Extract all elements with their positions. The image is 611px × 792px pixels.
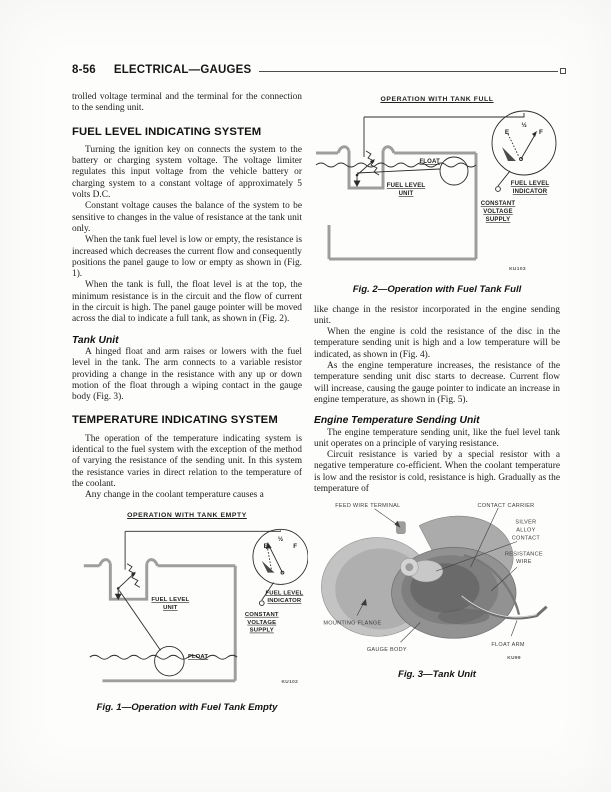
section-heading-temperature: TEMPERATURE INDICATING SYSTEM bbox=[72, 414, 278, 427]
paragraph: Circuit resistance is varied by a special resistor with a negative temperature co-efficient. When the coolant temperature is low and the resistor is cold, resistance is high. Gradually as the temperature of bbox=[314, 450, 560, 495]
fig2-label-indicator2: INDICATOR bbox=[512, 189, 548, 196]
subheading-engine-sending-unit: Engine Temperature Sending Unit bbox=[314, 415, 480, 427]
fig3-label-silver2: ALLOY bbox=[516, 527, 536, 534]
fig2-label-supply: CONSTANT bbox=[480, 201, 516, 208]
fig2-fuel-level-wave bbox=[316, 163, 476, 167]
paragraph: When the engine is cold the resistance of the disc in the temperature sending unit is high and a low temperature will be indicated, as shown in (Fig. 4). bbox=[314, 327, 560, 360]
paragraph: like change in the resistor incorporated in the engine sending unit. bbox=[314, 304, 560, 326]
paragraph: The engine temperature sending unit, like the fuel level tank unit operates on a principle of varying resistance. bbox=[314, 427, 560, 449]
fig1-label-supply: CONSTANT bbox=[244, 611, 279, 618]
paragraph: A hinged float and arm raises or lowers with the fuel level in the tank. The arm connects to a variable resistor providing a change in the resistance with any up or down motion of the float through a wiping contact in the gauge body (Fig. 3). bbox=[72, 346, 302, 403]
fig1-float bbox=[155, 646, 185, 676]
fig2-tank-outline bbox=[316, 147, 476, 259]
fig1-dial-wedge bbox=[262, 561, 275, 573]
section-heading-fuel: FUEL LEVEL INDICATING SYSTEM bbox=[72, 125, 262, 138]
fig2-label-float: FLOAT bbox=[419, 159, 440, 166]
fig2-dial-wedge bbox=[502, 147, 516, 161]
fig2-dial-letter-e: E bbox=[504, 129, 510, 137]
subheading-tank-unit: Tank Unit bbox=[72, 334, 119, 346]
figure-3-photo bbox=[314, 498, 558, 664]
fig1-dial-letter-half: ½ bbox=[277, 535, 284, 543]
paragraph: As the engine temperature increases, the resistance of the temperature sending unit disc starts to decrease. Current flow will increase, causing the gauge pointer to indicate an increase in engine temperature, as shown in (Fig. 5). bbox=[314, 361, 560, 405]
figure-2 bbox=[314, 94, 560, 296]
fig3-label-silver3: CONTACT bbox=[511, 535, 541, 542]
header-rule bbox=[259, 71, 558, 72]
left-column bbox=[72, 92, 302, 713]
fig1-needle bbox=[269, 545, 283, 573]
paragraph: Any change in the coolant temperature causes a bbox=[85, 490, 264, 501]
fig1-label-supply3: SUPPLY bbox=[249, 627, 274, 634]
fig3-label-contact-carrier: CONTACT CARRIER bbox=[477, 503, 535, 510]
paragraph: When the tank is full, the float level is at the top, the minimum resistance is in the circuit and the flow of current in the circuit is high. The panel gauge pointer will be moved across the dial to indicate a full tank, as shown in (Fig. 2). bbox=[72, 280, 302, 325]
paragraph: trolled voltage terminal and the terminal for the connection to the sending unit. bbox=[72, 92, 302, 114]
fig3-label-resistance-wire: RESISTANCE bbox=[505, 551, 543, 558]
fig1-arrowheads bbox=[115, 542, 272, 600]
fig2-label-supply2: VOLTAGE bbox=[483, 209, 513, 216]
fig1-label-indicator: FUEL LEVEL bbox=[265, 590, 304, 597]
fig1-dial-letter-e: E bbox=[263, 542, 268, 550]
paragraph: When the tank fuel level is low or empty, the resistance is increased which decreases the current flow and consequently positions the panel gauge to low or empty as shown in (Fig. 1). bbox=[72, 235, 302, 280]
fig2-photo-code: KU103 bbox=[509, 267, 526, 273]
figure-3 bbox=[314, 498, 560, 680]
figure-1-schematic bbox=[72, 523, 308, 697]
fig2-label-unit: UNIT bbox=[398, 191, 414, 198]
fig1-tank-outline bbox=[84, 559, 235, 680]
page-title: ELECTRICAL—GAUGES bbox=[113, 64, 252, 76]
figure-1-caption: Fig. 1—Operation with Fuel Tank Empty bbox=[96, 701, 278, 713]
fig3-photo-code: KU99 bbox=[507, 656, 521, 662]
fig2-circuit-lines bbox=[316, 111, 556, 191]
paragraph: Constant voltage causes the balance of the system to be sensitive to changes in the value of resistance at the tank unit only. bbox=[72, 201, 302, 234]
paragraph: Turning the ignition key on connects the system to the battery or charging system voltage. The voltage limiter regulates this input voltage from the vehicle battery or charging system to a constant voltage of approximately 5 volts D.C. bbox=[72, 144, 302, 201]
fig2-float-arm bbox=[357, 169, 440, 173]
figure-2-title: OPERATION WITH TANK FULL bbox=[380, 96, 494, 103]
fig2-float bbox=[440, 157, 468, 185]
figure-2-schematic bbox=[314, 107, 558, 279]
header-end-square bbox=[560, 68, 566, 74]
fig2-label-fuel-level-unit: FUEL LEVEL bbox=[386, 183, 426, 190]
fig1-wiper-arm bbox=[118, 573, 134, 588]
fig1-label-indicator2: INDICATOR bbox=[267, 597, 302, 604]
fig1-label-fuel-level-unit: FUEL LEVEL bbox=[151, 596, 190, 603]
fig3-label-resistance-wire2: WIRE bbox=[516, 559, 532, 566]
figure-3-caption: Fig. 3—Tank Unit bbox=[398, 669, 476, 681]
page-number: 8-56 bbox=[72, 64, 96, 76]
fig2-gauge-dial bbox=[492, 111, 556, 175]
fig2-needle bbox=[521, 133, 536, 159]
figure-1-title: OPERATION WITH TANK EMPTY bbox=[127, 511, 247, 519]
fig1-photo-code: KU102 bbox=[281, 679, 299, 685]
fig2-dial-letter-f: F bbox=[539, 129, 543, 137]
fig1-label-supply2: VOLTAGE bbox=[247, 619, 277, 626]
fig3-label-float-arm: FLOAT ARM bbox=[491, 642, 525, 649]
fig1-label-float: FLOAT bbox=[188, 653, 209, 660]
fig3-label-feed-wire-terminal: FEED WIRE TERMINAL bbox=[335, 503, 401, 510]
right-column bbox=[314, 92, 560, 681]
fig2-label-supply3: SUPPLY bbox=[485, 217, 511, 224]
fig1-dial-letter-f: F bbox=[293, 542, 298, 550]
fig1-fuel-level-wave bbox=[90, 655, 238, 659]
fig1-label-unit: UNIT bbox=[163, 604, 178, 611]
fig3-label-gauge-body: GAUGE BODY bbox=[366, 647, 407, 654]
fig2-label-indicator: FUEL LEVEL bbox=[510, 181, 550, 188]
paragraph: The operation of the temperature indicating system is identical to the fuel system with the exception of the method of varying the resistance of the sending unit. In this system the resistance varies in direct relation to the temperature of the coolant. bbox=[72, 433, 302, 489]
page-header bbox=[72, 64, 566, 76]
fig2-dial-letter-half: ½ bbox=[521, 122, 527, 130]
figure-1 bbox=[72, 510, 302, 714]
fig3-label-mounting-flange: MOUNTING FLANGE bbox=[323, 620, 382, 627]
fig3-label-silver: SILVER bbox=[515, 520, 537, 527]
figure-2-caption: Fig. 2—Operation with Fuel Tank Full bbox=[352, 284, 522, 296]
